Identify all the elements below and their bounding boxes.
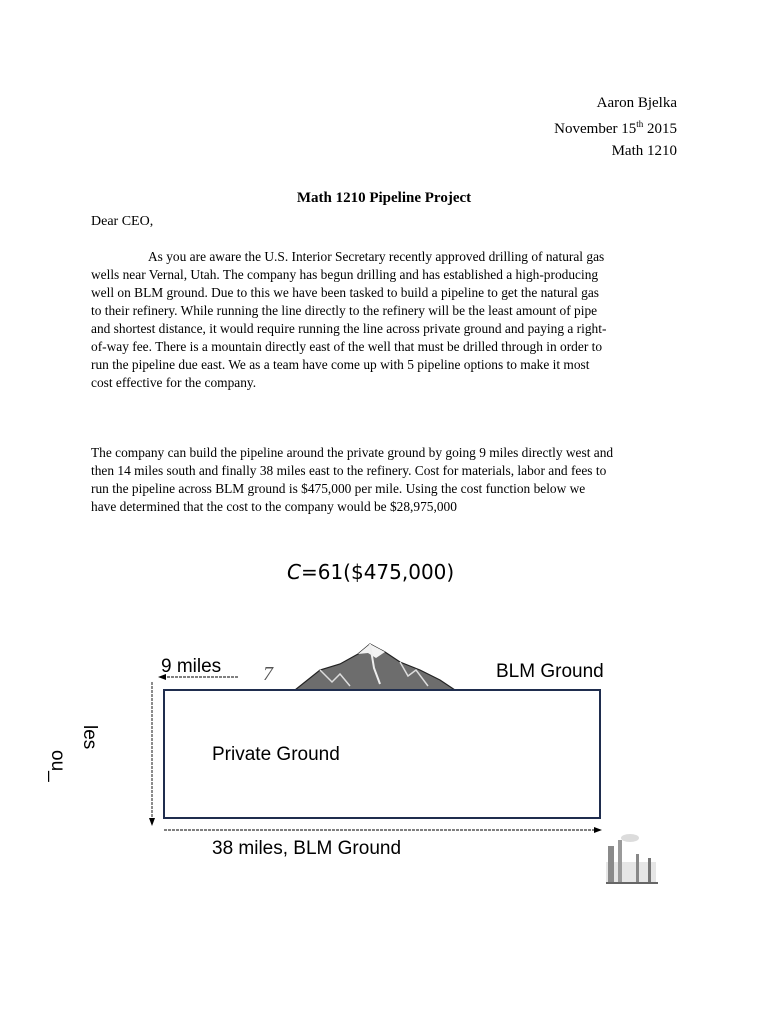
- blm-ground-label: BLM Ground: [496, 661, 604, 682]
- paragraph-line: cost effective for the company.: [91, 375, 257, 390]
- course-name: Math 1210: [611, 143, 677, 159]
- option-paragraph: [91, 444, 679, 516]
- intro-paragraph: [91, 248, 679, 392]
- east-arrow: [164, 827, 602, 833]
- paragraph-line: The company can build the pipeline around the private ground by going 9 miles directly west and: [91, 445, 614, 460]
- refinery-icon: [606, 834, 658, 884]
- paragraph-line: then 14 miles south and finally 38 miles east to the refinery. Cost for materials, labor and fees to: [91, 463, 607, 478]
- paragraph-line: well on BLM ground. Due to this we have been tasked to build a pipeline to get the natural gas: [91, 285, 599, 300]
- paragraph-line: have determined that the cost to the company would be $28,975,000: [91, 499, 457, 514]
- date-year: 2015: [643, 121, 677, 137]
- letter-date: [554, 119, 677, 138]
- paragraph-line: of-way fee. There is a mountain directly east of the well that must be drilled through in order to: [91, 339, 603, 354]
- stray-mark: 7: [263, 663, 273, 685]
- date-ordinal-suffix: th: [636, 119, 644, 129]
- author-name: Aaron Bjelka: [596, 95, 677, 111]
- paragraph-line: and shortest distance, it would require running the line across private ground and paying a right-: [91, 321, 607, 336]
- paragraph-line: As you are aware the U.S. Interior Secretary recently approved drilling of natural gas: [148, 249, 605, 264]
- south-distance-label-fragment: ou_: [47, 750, 68, 782]
- cost-formula: [287, 560, 454, 584]
- formula-variable: C: [287, 560, 301, 584]
- paragraph-line: run the pipeline due east. We as a team have come up with 5 pipeline options to make it most: [91, 357, 590, 372]
- greeting: Dear CEO,: [91, 214, 154, 229]
- page-title: Math 1210 Pipeline Project: [296, 190, 472, 206]
- south-distance-label: les: [79, 725, 100, 750]
- west-distance-label: 9 miles: [161, 656, 222, 677]
- pipeline-diagram: [40, 640, 680, 890]
- paragraph-line: to their refinery. While running the line directly to the refinery will be the least amount of pipe: [91, 303, 598, 318]
- paragraph-line: wells near Vernal, Utah. The company has begun drilling and has established a high-producing: [91, 267, 599, 282]
- mountain-icon: [295, 644, 455, 690]
- formula-expression: =61($475,000): [300, 560, 455, 584]
- paragraph-line: run the pipeline across BLM ground is $475,000 per mile. Using the cost function below we: [91, 481, 586, 496]
- east-distance-label: 38 miles, BLM Ground: [212, 838, 402, 859]
- south-arrow: [149, 682, 155, 826]
- date-month-day: November 15: [554, 121, 637, 137]
- private-ground-label: Private Ground: [212, 744, 340, 765]
